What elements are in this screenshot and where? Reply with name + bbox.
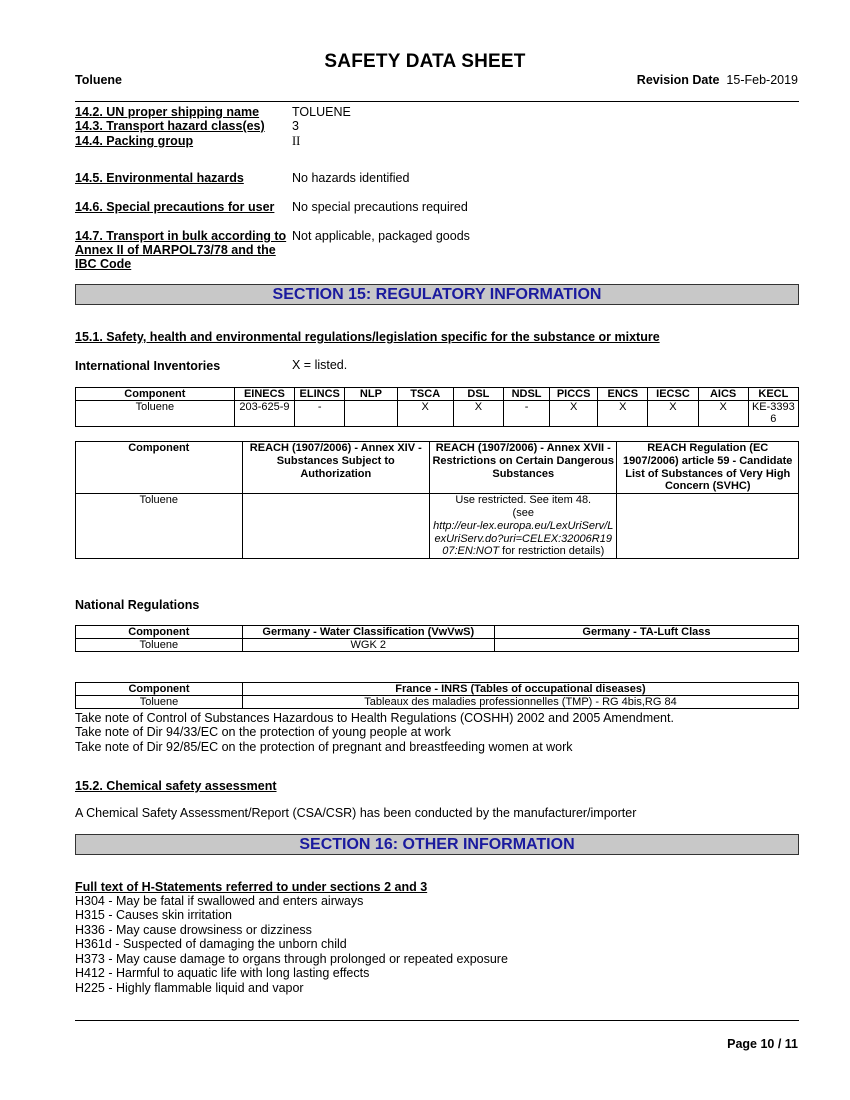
transport-label-14-4: 14.4. Packing group — [75, 134, 194, 148]
annex17-cell — [430, 494, 617, 559]
eur-lex-link[interactable]: http://eur-lex.europa.eu/LexUriServ/LexUriServ.do?uri=CELEX:32006R1907:EN:NOT — [433, 519, 614, 558]
table-row — [76, 639, 799, 652]
table-cell: X — [698, 401, 748, 427]
table-cell: X — [550, 401, 598, 427]
inventory-table — [75, 387, 799, 427]
table-cell: X — [453, 401, 503, 427]
col-header: REACH (1907/2006) - Annex XVII - Restrictions on Certain Dangerous Substances — [430, 442, 617, 494]
transport-label-14-7-line3: IBC Code — [75, 257, 132, 271]
regulation-note: Take note of Dir 92/85/EC on the protection of pregnant and breastfeeding women at work — [75, 740, 573, 754]
table-cell: X — [648, 401, 698, 427]
regulation-note: Take note of Control of Substances Hazardous to Health Regulations (COSHH) 2002 and 2005 Amendment. — [75, 711, 674, 725]
table-row — [76, 494, 799, 559]
section-16-header: SECTION 16: OTHER INFORMATION — [75, 834, 799, 855]
col-header: KECL — [748, 388, 798, 401]
france-table — [75, 682, 799, 709]
col-header: AICS — [698, 388, 748, 401]
h-statement: H336 - May cause drowsiness or dizziness — [75, 923, 312, 937]
col-header: ELINCS — [295, 388, 345, 401]
germany-table — [75, 625, 799, 652]
transport-label-14-5: 14.5. Environmental hazards — [75, 171, 244, 185]
reach-table — [75, 441, 799, 559]
transport-value-14-6: No special precautions required — [292, 200, 468, 214]
table-cell: - — [295, 401, 345, 427]
col-header: TSCA — [397, 388, 453, 401]
table-cell: - — [504, 401, 550, 427]
revision-label: Revision Date — [636, 73, 720, 87]
col-header: IECSC — [648, 388, 698, 401]
product-name: Toluene — [75, 73, 122, 87]
international-inventories-label: International Inventories — [75, 359, 221, 373]
table-row — [76, 696, 799, 709]
regulation-note: Take note of Dir 94/33/EC on the protection of young people at work — [75, 725, 451, 739]
annex17-restriction: for restriction details) — [502, 545, 605, 558]
table-cell: Toluene — [76, 401, 235, 427]
transport-label-14-2: 14.2. UN proper shipping name — [75, 105, 260, 119]
section-15-2-heading: 15.2. Chemical safety assessment — [75, 779, 277, 793]
transport-label-14-7-line1: 14.7. Transport in bulk according to — [75, 229, 287, 243]
table-cell: X — [397, 401, 453, 427]
inventory-header-row — [76, 388, 799, 401]
transport-value-14-4: II — [292, 134, 301, 148]
reach-header-row — [76, 442, 799, 494]
revision-date: 15-Feb-2019 — [726, 73, 798, 87]
col-header: Germany - Water Classification (VwVwS) — [242, 626, 494, 639]
table-cell — [494, 639, 798, 652]
col-header: NDSL — [504, 388, 550, 401]
annex17-see: (see — [512, 506, 534, 519]
germany-header-row — [76, 626, 799, 639]
national-regulations-label: National Regulations — [75, 598, 200, 612]
h-statement: H412 - Harmful to aquatic life with long lasting effects — [75, 966, 370, 980]
transport-value-14-5: No hazards identified — [292, 171, 410, 185]
col-header: Germany - TA-Luft Class — [494, 626, 798, 639]
annex17-text: Use restricted. See item 48. — [455, 494, 592, 507]
table-row — [76, 401, 799, 427]
table-cell — [242, 494, 429, 559]
h-statement: H373 - May cause damage to organs through prolonged or repeated exposure — [75, 952, 508, 966]
col-header: ENCS — [598, 388, 648, 401]
col-header: PICCS — [550, 388, 598, 401]
col-header: DSL — [453, 388, 503, 401]
h-statement: H225 - Highly flammable liquid and vapor — [75, 981, 304, 995]
h-statements-heading: Full text of H-Statements referred to under sections 2 and 3 — [75, 880, 428, 894]
transport-value-14-7: Not applicable, packaged goods — [292, 229, 470, 243]
col-header: EINECS — [234, 388, 294, 401]
footer-divider — [75, 1020, 799, 1021]
revision-info — [637, 73, 798, 87]
col-header: Component — [76, 388, 235, 401]
table-cell: Toluene — [76, 696, 243, 709]
section-15-header: SECTION 15: REGULATORY INFORMATION — [75, 284, 799, 305]
table-cell: Toluene — [76, 494, 243, 559]
transport-label-14-3: 14.3. Transport hazard class(es) — [75, 119, 265, 133]
h-statement: H304 - May be fatal if swallowed and enters airways — [75, 894, 364, 908]
col-header: Component — [76, 626, 243, 639]
page-number: Page 10 / 11 — [727, 1037, 798, 1051]
csa-text: A Chemical Safety Assessment/Report (CSA/CSR) has been conducted by the manufacturer/importer — [75, 806, 637, 820]
table-cell: 203-625-9 — [234, 401, 294, 427]
france-header-row — [76, 683, 799, 696]
col-header: Component — [76, 683, 243, 696]
table-cell: Toluene — [76, 639, 243, 652]
h-statement: H315 - Causes skin irritation — [75, 908, 233, 922]
table-cell: WGK 2 — [242, 639, 494, 652]
table-cell — [617, 494, 799, 559]
header-divider — [75, 101, 799, 102]
table-cell: KE-3393 6 — [748, 401, 798, 427]
transport-value-14-2: TOLUENE — [292, 105, 351, 119]
table-cell — [345, 401, 397, 427]
col-header: REACH (1907/2006) - Annex XIV - Substances Subject to Authorization — [242, 442, 429, 494]
h-statement: H361d - Suspected of damaging the unborn child — [75, 937, 347, 951]
col-header: REACH Regulation (EC 1907/2006) article 59 - Candidate List of Substances of Very High Concern (SVHC) — [617, 442, 799, 494]
col-header: Component — [76, 442, 243, 494]
transport-label-14-7-line2: Annex II of MARPOL73/78 and the — [75, 243, 276, 257]
table-cell: Tableaux des maladies professionnelles (TMP) - RG 4bis,RG 84 — [243, 696, 799, 709]
section-15-1-heading: 15.1. Safety, health and environmental regulations/legislation specific for the substance or mixture — [75, 330, 660, 344]
transport-label-14-6: 14.6. Special precautions for user — [75, 200, 275, 214]
transport-value-14-3: 3 — [292, 119, 299, 133]
inventories-note: X = listed. — [292, 358, 348, 372]
col-header: NLP — [345, 388, 397, 401]
document-title: SAFETY DATA SHEET — [324, 51, 526, 72]
table-cell: X — [598, 401, 648, 427]
col-header: France - INRS (Tables of occupational diseases) — [243, 683, 799, 696]
